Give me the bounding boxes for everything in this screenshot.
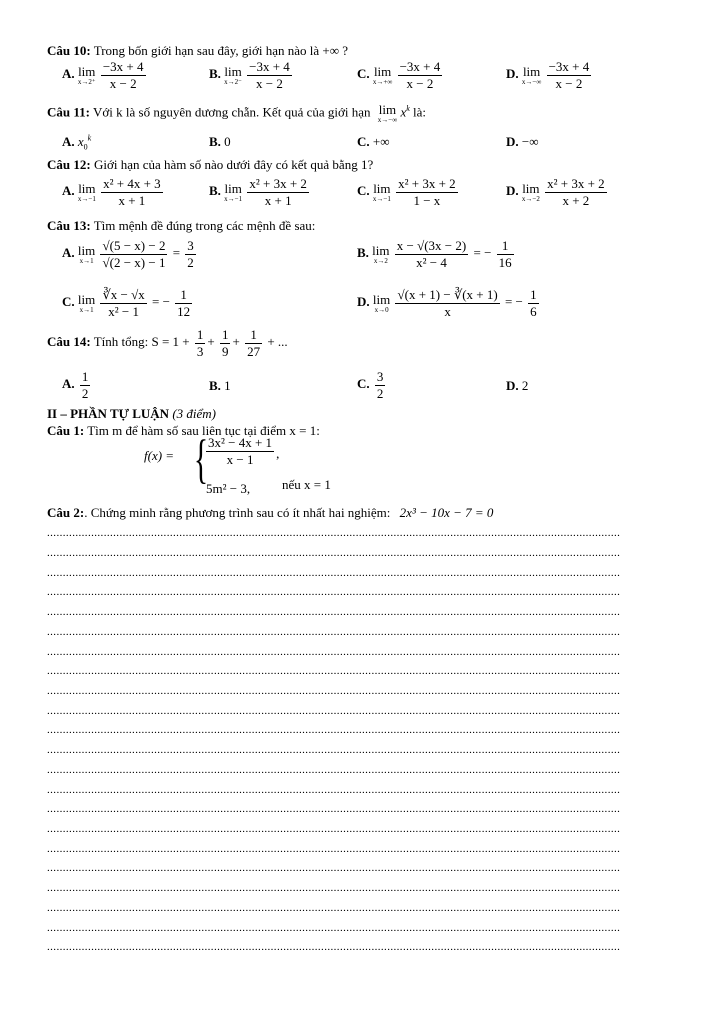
answer-line[interactable]: ...................................................................................................................................................................................... xyxy=(47,902,621,914)
q12-a-den: x + 1 xyxy=(118,192,146,208)
q10-d-num: −3x + 4 xyxy=(548,59,590,74)
answer-line[interactable]: ...................................................................................................................................................................................... xyxy=(47,606,621,618)
q10-option-b[interactable] xyxy=(209,60,294,90)
essay1-fx: f(x) = xyxy=(144,448,175,463)
q12-option-c-letter: C. xyxy=(357,183,370,199)
q13-c-den: x² − 1 xyxy=(108,303,139,319)
answer-line[interactable]: ...................................................................................................................................................................................... xyxy=(47,764,621,776)
answer-line[interactable]: ...................................................................................................................................................................................... xyxy=(47,567,621,579)
q14-option-d[interactable] xyxy=(506,378,528,394)
q12-option-d-letter: D. xyxy=(506,183,519,199)
q14-plus-1: + xyxy=(207,334,215,350)
essay2-text: . Chứng minh rằng phương trình sau có ít nhất hai nghiệm: xyxy=(84,505,391,520)
q10-c-den: x − 2 xyxy=(406,75,434,91)
essay1-case1-den: x − 1 xyxy=(226,451,254,467)
answer-line[interactable]: ...................................................................................................................................................................................... xyxy=(47,547,621,559)
q13-d-rnum: 1 xyxy=(530,287,537,302)
q14-term1-den: 3 xyxy=(196,343,204,359)
q13-a-eq: = xyxy=(172,245,181,261)
q13-d-num: √(x + 1) − ∛(x + 1) xyxy=(397,287,498,302)
q12-option-b-letter: B. xyxy=(209,183,221,199)
q10-b-lim: lim xyxy=(224,63,242,79)
q12-a-sub: x→−1 xyxy=(77,194,96,203)
q14-option-c-letter: C. xyxy=(357,376,370,392)
q11-exp: k xyxy=(406,104,410,114)
q10-option-b-letter: B. xyxy=(209,66,221,82)
q12-option-c[interactable] xyxy=(357,177,460,207)
q11-b-value: 0 xyxy=(224,134,231,149)
answer-line[interactable]: ...................................................................................................................................................................................... xyxy=(47,724,621,736)
q10-a-sub: x→2⁺ xyxy=(77,77,96,86)
part2-heading xyxy=(47,406,216,422)
q11-option-a-letter: A. xyxy=(62,134,75,149)
essay2-label: Câu 2: xyxy=(47,505,85,520)
answer-line[interactable]: ...................................................................................................................................................................................... xyxy=(47,803,621,815)
q12-option-a[interactable] xyxy=(62,177,165,207)
q10-a-den: x − 2 xyxy=(109,75,137,91)
q11-label: Câu 11: xyxy=(47,104,90,120)
q10-option-a-letter: A. xyxy=(62,66,75,82)
q11-option-c-letter: C. xyxy=(357,134,370,149)
q11-base: x xyxy=(400,104,407,120)
q13-b-lim: lim xyxy=(372,242,390,258)
q13-c-lim: lim xyxy=(77,291,96,307)
q12-a-num: x² + 4x + 3 xyxy=(103,176,161,191)
q10-option-a[interactable] xyxy=(62,60,148,90)
q12-option-a-letter: A. xyxy=(62,183,75,199)
q14-term2-num: 1 xyxy=(221,327,229,342)
q11-lim: lim xyxy=(378,102,397,117)
q10-c-sub: x→+∞ xyxy=(372,77,393,86)
q12-b-sub: x→−1 xyxy=(224,194,243,203)
q14-prompt xyxy=(47,328,288,358)
essay1-case1-comma: , xyxy=(276,446,280,462)
q14-plus-2: + xyxy=(232,334,240,350)
q12-c-lim: lim xyxy=(373,180,391,196)
q10-d-den: x − 2 xyxy=(555,75,583,91)
q13-a-num: √(5 − x) − 2 xyxy=(102,238,166,253)
q13-b-den: x² − 4 xyxy=(416,254,447,270)
q12-prompt xyxy=(47,157,373,173)
q12-option-d[interactable] xyxy=(506,177,609,207)
q13-label: Câu 13: xyxy=(47,218,91,233)
q11-limsub: x→−∞ xyxy=(377,116,398,124)
answer-line[interactable]: ...................................................................................................................................................................................... xyxy=(47,527,621,539)
q10-a-num: −3x + 4 xyxy=(102,59,144,74)
q12-d-num: x² + 3x + 2 xyxy=(547,176,605,191)
q10-b-den: x − 2 xyxy=(256,75,283,91)
essay1-condition: nếu x = 1 xyxy=(282,477,331,492)
q12-label: Câu 12: xyxy=(47,157,91,172)
q14-label: Câu 14: xyxy=(47,334,91,350)
q13-b-eq: = − xyxy=(473,245,492,261)
q13-d-sub: x→0 xyxy=(374,305,389,314)
q14-option-a[interactable] xyxy=(62,370,92,400)
essay2-prompt xyxy=(47,505,493,521)
answer-line[interactable]: ...................................................................................................................................................................................... xyxy=(47,626,621,638)
q13-d-rden: 6 xyxy=(530,303,537,319)
q10-option-c[interactable] xyxy=(357,60,444,90)
q11-option-a[interactable] xyxy=(62,134,91,150)
q14-c-num: 3 xyxy=(376,369,384,384)
q11-option-d-letter: D. xyxy=(506,134,519,149)
q12-c-num: x² + 3x + 2 xyxy=(398,176,456,191)
q14-c-den: 2 xyxy=(376,385,384,401)
q13-option-b-letter: B. xyxy=(357,245,369,261)
q12-b-den: x + 1 xyxy=(264,192,292,208)
q14-option-b[interactable] xyxy=(209,378,231,394)
q10-option-d-letter: D. xyxy=(506,66,519,82)
q13-b-sub: x→2 xyxy=(373,256,388,265)
essay2-equation: 2x³ − 10x − 7 = 0 xyxy=(399,505,494,520)
q14-term2-den: 9 xyxy=(221,343,229,359)
answer-line[interactable]: ...................................................................................................................................................................................... xyxy=(47,941,621,953)
q13-option-c[interactable] xyxy=(62,288,194,318)
answer-line[interactable]: ...................................................................................................................................................................................... xyxy=(47,705,621,717)
q14-term1-num: 1 xyxy=(196,327,204,342)
q14-option-a-letter: A. xyxy=(62,376,75,392)
answer-line[interactable]: ...................................................................................................................................................................................... xyxy=(47,922,621,934)
q14-option-b-letter: B. xyxy=(209,378,221,393)
q13-option-a-letter: A. xyxy=(62,245,75,261)
q10-d-sub: x→−∞ xyxy=(521,77,542,86)
answer-line[interactable]: ...................................................................................................................................................................................... xyxy=(47,685,621,697)
q11-option-b-letter: B. xyxy=(209,134,221,149)
part2-title: II – PHẦN TỰ LUẬN xyxy=(47,406,170,421)
q13-b-rden: 16 xyxy=(498,254,512,270)
q13-d-eq: = − xyxy=(504,294,523,310)
q11-a-base: x xyxy=(77,134,84,149)
q14-option-c[interactable] xyxy=(357,370,387,400)
q12-text: Giới hạn của hàm số nào dưới đây có kết quả bằng 1? xyxy=(93,157,374,172)
q13-a-rnum: 3 xyxy=(187,238,194,253)
q11-tail: là: xyxy=(413,104,427,120)
q10-prompt xyxy=(47,43,348,59)
q13-c-sub: x→1 xyxy=(79,305,94,314)
answer-line[interactable]: ...................................................................................................................................................................................... xyxy=(47,882,621,894)
q10-a-lim: lim xyxy=(78,63,96,79)
q14-a-den: 2 xyxy=(81,385,89,401)
q13-a-lim: lim xyxy=(77,242,96,258)
q13-c-eq: = − xyxy=(151,294,170,310)
q13-option-b[interactable] xyxy=(357,239,516,269)
q13-prompt xyxy=(47,218,315,234)
part2-points: (3 điểm) xyxy=(172,406,217,421)
q13-c-num: ∛x − √x xyxy=(102,287,145,302)
q11-prompt xyxy=(47,103,426,124)
q11-option-c[interactable] xyxy=(357,134,390,150)
essay1-prompt xyxy=(47,423,320,439)
essay1-case1-num: 3x² − 4x + 1 xyxy=(208,435,273,450)
q12-d-sub: x→−2 xyxy=(521,194,540,203)
essay1-brace: { xyxy=(193,429,209,489)
q11-a-sub: 0 xyxy=(83,142,88,152)
q12-c-sub: x→−1 xyxy=(372,194,391,203)
q13-c-rden: 12 xyxy=(177,303,191,319)
q10-text: Trong bốn giới hạn sau đây, giới hạn nào là +∞ ? xyxy=(93,43,349,58)
q11-option-b[interactable] xyxy=(209,134,231,150)
q11-text: Với k là số nguyên dương chẵn. Kết quả của giới hạn xyxy=(93,104,371,120)
q12-d-lim: lim xyxy=(522,180,540,196)
q13-option-a[interactable] xyxy=(62,239,198,269)
q12-b-lim: lim xyxy=(224,180,242,196)
q12-option-b[interactable] xyxy=(209,177,311,207)
q10-d-lim: lim xyxy=(522,63,541,79)
answer-line[interactable]: ...................................................................................................................................................................................... xyxy=(47,784,621,796)
q12-b-num: x² + 3x + 2 xyxy=(249,176,307,191)
q14-tail: + ... xyxy=(267,334,288,350)
q11-d-value: −∞ xyxy=(521,134,539,149)
answer-line[interactable]: ...................................................................................................................................................................................... xyxy=(47,843,621,855)
q13-text: Tìm mệnh đề đúng trong các mệnh đề sau: xyxy=(93,218,316,233)
answer-line[interactable]: ...................................................................................................................................................................................... xyxy=(47,665,621,677)
q13-b-num: x − √(3x − 2) xyxy=(396,238,467,253)
answer-line[interactable]: ...................................................................................................................................................................................... xyxy=(47,646,621,658)
answer-line[interactable]: ...................................................................................................................................................................................... xyxy=(47,586,621,598)
q13-a-rden: 2 xyxy=(187,254,194,270)
q13-d-den: x xyxy=(444,303,451,319)
q10-c-lim: lim xyxy=(373,63,392,79)
answer-line[interactable]: ...................................................................................................................................................................................... xyxy=(47,744,621,756)
essay1-text: Tìm m để hàm số sau liên tục tại điểm x = 1: xyxy=(87,423,320,438)
q14-term3-den: 27 xyxy=(247,343,261,359)
answer-line[interactable]: ...................................................................................................................................................................................... xyxy=(47,823,621,835)
q13-d-lim: lim xyxy=(372,291,391,307)
q10-b-sub: x→2⁻ xyxy=(224,77,242,86)
q10-b-num: −3x + 4 xyxy=(249,59,290,74)
essay1-case2: 5m² − 3, xyxy=(206,481,251,496)
essay1-case1 xyxy=(204,435,280,467)
q14-term3-num: 1 xyxy=(245,328,262,344)
q11-option-d[interactable] xyxy=(506,134,539,150)
answer-line[interactable]: ...................................................................................................................................................................................... xyxy=(47,862,621,874)
q13-c-rnum: 1 xyxy=(175,288,192,304)
essay1-label: Câu 1: xyxy=(47,423,85,438)
q12-a-lim: lim xyxy=(78,180,96,196)
q12-c-den: 1 − x xyxy=(413,192,441,208)
q14-text: Tính tổng: S = 1 + xyxy=(93,334,190,350)
q12-d-den: x + 2 xyxy=(562,192,590,208)
q10-label: Câu 10: xyxy=(47,43,91,58)
q10-option-d[interactable] xyxy=(506,60,593,90)
q14-a-num: 1 xyxy=(81,369,89,384)
q14-option-d-letter: D. xyxy=(506,378,519,393)
q13-option-d[interactable] xyxy=(357,288,541,318)
q10-c-num: −3x + 4 xyxy=(399,59,441,74)
q13-b-rnum: 1 xyxy=(497,239,514,255)
q13-a-sub: x→1 xyxy=(79,256,94,265)
q13-option-d-letter: D. xyxy=(357,294,370,310)
q14-d-value: 2 xyxy=(521,378,529,393)
q13-a-den: √(2 − x) − 1 xyxy=(102,254,166,270)
q10-option-c-letter: C. xyxy=(357,66,370,82)
q14-b-value: 1 xyxy=(224,378,231,393)
q11-a-exp: k xyxy=(87,133,92,143)
q11-c-value: +∞ xyxy=(372,134,390,149)
q13-option-c-letter: C. xyxy=(62,294,75,310)
